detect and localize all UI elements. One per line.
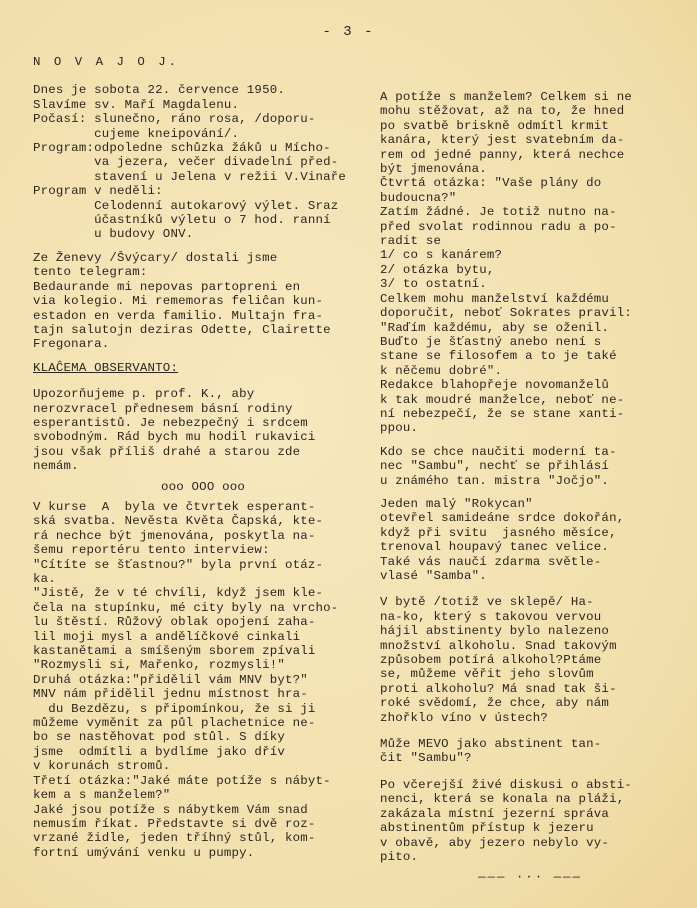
wedding-interview-block [33, 500, 373, 860]
text-line: se, můžeme věřit jeho slovům [380, 667, 594, 682]
text-line: tento telegram: [33, 265, 148, 280]
text-line: bo se nastěhovat pod stůl. S díky [33, 730, 285, 745]
text-line: V kurse A byla ve čtvrtek esperant- [33, 499, 316, 514]
text-line: cujeme kneipování/. [33, 126, 240, 141]
text-line: esperantistů. Je nebezpečný i srdcem [33, 415, 308, 430]
text-line: po svatbě briskně odmítl krmit [380, 118, 610, 133]
text-line: Jaké jsou potíže s nábytkem Vám snad [33, 802, 308, 817]
text-line: fortní umývání venku u pumpy. [33, 845, 255, 860]
text-line: Celodenní autokarový výlet. Sraz [33, 198, 339, 213]
text-line: kastanětami a smíšeným sborem zpívali [33, 644, 316, 659]
text-line: roké svědomí, že chce, aby nám [380, 696, 610, 711]
text-line: nemám. [33, 459, 79, 474]
text-line: Třetí otázka:"Jaké máte potíže s nábyt- [33, 773, 331, 788]
text-line: stane se filosofem a to je také [380, 349, 617, 364]
text-line: Počasí: slunečno, ráno rosa, /doporu- [33, 112, 316, 127]
interview-continued-block [380, 90, 680, 436]
text-line: účastníků výletu o 7 hod. ranní [33, 213, 331, 228]
text-line: estadon en verda familio. Multajn fra- [33, 308, 324, 323]
text-line: nenci, která se konala na pláži, [380, 792, 625, 807]
text-line: Dnes je sobota 22. července 1950. [33, 83, 285, 98]
text-line: nec "Sambu", nechť se přihlásí [380, 459, 610, 474]
text-line: zakázala místní jezerní správa [380, 806, 610, 821]
section-heading-novajoj: N O V A J O J. [33, 55, 180, 69]
alcohol-block [380, 595, 680, 725]
text-line: můžeme vyměnit za půl plachetnice ne- [33, 716, 316, 731]
text-line: 2/ otázka bytu, [380, 262, 495, 277]
text-line: na-ko, který s takovou vervou [380, 609, 602, 624]
text-line: Program:odpoledne schůzka žáků u Mícho- [33, 141, 331, 156]
text-line: u známého tan. mistra "Jočjo". [380, 473, 610, 488]
intro-block [33, 83, 373, 241]
text-line: vlasé "Samba". [380, 569, 487, 583]
text-line: rem od jedné panny, která nechce [380, 147, 625, 162]
text-line: způsobem potírá alkohol?Ptáme [380, 653, 602, 668]
text-line: kem a s manželem?" [33, 788, 171, 803]
text-line: abstinentům přístup k jezeru [380, 821, 594, 836]
text-line: trenoval houpavý tanec velice. [380, 540, 610, 555]
text-line: k něčemu dobré". [380, 363, 503, 378]
text-line: 1/ co s kanárem? [380, 248, 503, 263]
text-line: vrzané židle, jeden tříhný stůl, kom- [33, 831, 316, 846]
right-column [380, 90, 680, 885]
text-line: Upozorňujeme p. prof. K., aby [33, 387, 255, 402]
text-line: Fregonara. [33, 337, 110, 352]
text-line: "Jistě, že v té chvíli, když jsem kle- [33, 586, 324, 601]
text-line: Zatím žádné. Je totiž nutno na- [380, 205, 617, 220]
text-line: "Raďím každému, aby se oženil. [380, 320, 610, 335]
text-line: Také vás naučí zdarma světle- [380, 554, 602, 569]
text-line: lil moji mysl a andělíčkové cinkali [33, 629, 301, 644]
text-line: Kdo se chce naučiti moderní ta- [380, 444, 617, 459]
text-line: budoucna?" [380, 190, 457, 205]
text-line: Celkem mohu manželství každému [380, 291, 610, 306]
text-line: šemu reportéru tento interview: [33, 543, 270, 558]
text-line: rá nechce být jmenována, poskytla na- [33, 528, 316, 543]
text-line: před svolat rodinnou radu a po- [380, 219, 617, 234]
ornament-divider: ooo OOO ooo [161, 479, 245, 494]
text-line: proti alkoholu? Má snad tak ši- [380, 681, 617, 696]
text-line: čela na stupínku, mé city byly na vrcho- [33, 600, 339, 615]
text-line: stavení u Jelena v režii V.Vinaře [33, 169, 347, 184]
rokycan-block [380, 497, 680, 583]
telegram-block [33, 251, 373, 352]
text-line: V bytě /totiž ve sklepě/ Ha- [380, 595, 594, 610]
page-number: - 3 - [322, 24, 375, 40]
text-line: Po včerejší živé diskusi o absti- [380, 777, 632, 792]
text-line: A potíže s manželem? Celkem si ne [380, 90, 632, 104]
text-line: MNV nám přidělil jednu místnost hra- [33, 687, 308, 702]
text-line: jsme odmítli a bydlíme jako dřív [33, 744, 285, 759]
text-line: jsou však příliš drahé a starou zde [33, 444, 301, 459]
text-line: k tak moudré manželce, neboť ne- [380, 392, 625, 407]
text-line: zhořklo víno v ústech? [380, 710, 548, 725]
mevo-question-block [380, 737, 680, 766]
text-line: ka. [33, 572, 56, 586]
text-line: množství alkoholu. Snad takovým [380, 638, 617, 653]
text-line: otevřel samideáne srdce dokořán, [380, 511, 625, 526]
text-line: svobodným. Rád bych mu hodil rukavici [33, 430, 316, 445]
text-line: doporučit, neboť Sokrates pravil: [380, 306, 632, 321]
text-line: kanára, který jest svatebním da- [380, 133, 625, 148]
text-line: via kolegio. Mi rememoras feliĉan kun- [33, 294, 324, 309]
text-line: Jeden malý "Rokycan" [380, 496, 533, 511]
text-line: nemusím říkat. Představte si dvě roz- [33, 816, 316, 831]
text-line: Může MEVO jako abstinent tan- [380, 737, 602, 752]
text-line: Ze Ženevy /Švýcary/ dostali jsme [33, 250, 278, 265]
text-line: ppou. [380, 421, 419, 436]
text-line: Slavíme sv. Maří Magdalenu. [33, 97, 240, 112]
text-line: tajn salutojn deziras Odette, Clairette [33, 322, 331, 337]
text-line: Druhá otázka:"přidělil vám MNV byt?" [33, 672, 308, 687]
text-line: v korunách stromů. [33, 759, 171, 774]
text-line: radit se [380, 234, 442, 249]
text-line: lu štěstí. Růžový oblak opojení zaha- [33, 615, 316, 630]
text-line: du Bezdězu, s připomínkou, že si ji [33, 701, 316, 716]
text-line: Buďto je šťastný anebo není s [380, 334, 602, 349]
text-line: 3/ to ostatní. [380, 277, 487, 292]
text-line: být jmenována. [380, 162, 487, 177]
text-line: Program v neděli: [33, 184, 163, 199]
text-line: když při svitu jasného měsíce, [380, 525, 617, 540]
text-line: hájil abstinenty bylo nalezeno [380, 624, 610, 639]
text-line: "Cítíte se šťastnou?" byla první otáz- [33, 557, 324, 572]
text-line: va jezera, večer divadelní před- [33, 155, 339, 170]
text-line: "Rozmysli si, Mařenko, rozmysli!" [33, 658, 285, 673]
text-line: čit "Sambu"? [380, 751, 472, 766]
abstinence-block [380, 778, 680, 864]
text-line: v obavě, aby jezero nebylo vy- [380, 835, 610, 850]
text-line: mohu stěžovat, až na to, že hned [380, 104, 625, 119]
text-line: u budovy ONV. [33, 227, 194, 242]
text-line: ská svatba. Nevěsta Květa Čapská, kte- [33, 514, 324, 529]
text-line: Čtvrtá otázka: "Vaše plány do [380, 176, 602, 191]
text-line: Bedaurande mi nepovas partopreni en [33, 279, 301, 294]
section-title-observanto: KLAĈEMA OBSERVANTO: [33, 360, 179, 375]
text-line: ní nebezpečí, že se stane xanti- [380, 406, 625, 421]
notice-block [33, 387, 373, 473]
text-line: Redakce blahopřeje novomanželů [380, 378, 610, 393]
left-column [33, 55, 373, 860]
end-mark: ——— ··· ——— [478, 870, 582, 885]
text-line: pito. [380, 849, 419, 864]
text-line: nerozvracel přednesem básní rodiny [33, 401, 293, 416]
samba-lesson-block [380, 445, 680, 488]
